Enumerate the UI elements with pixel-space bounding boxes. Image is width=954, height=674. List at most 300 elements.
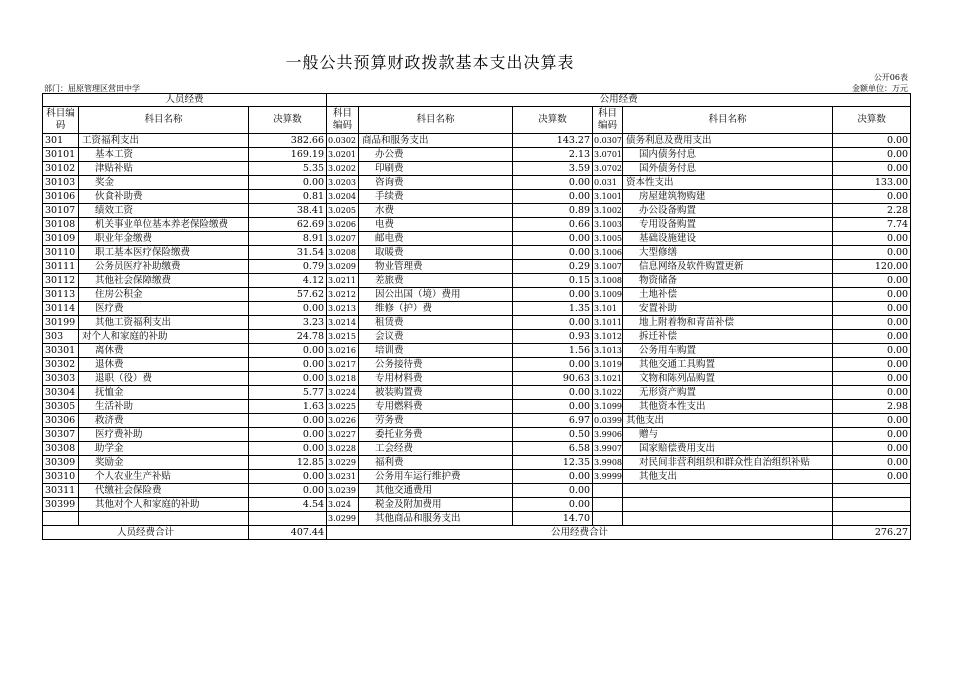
personnel-code: 30304 xyxy=(43,386,79,400)
personnel-name xyxy=(79,512,249,526)
personnel-amount: 0.00 xyxy=(249,484,327,498)
public-amount: 0.00 xyxy=(833,456,911,470)
public-code: 3.0215 xyxy=(327,330,359,344)
personnel-name: 职业年金缴费 xyxy=(79,232,249,246)
public-amount: 0.00 xyxy=(833,414,911,428)
public-amount: 0.50 xyxy=(513,428,593,442)
public-amount: 0.00 xyxy=(833,190,911,204)
public-code: 3.0702 xyxy=(593,162,623,176)
personnel-amount: 1.63 xyxy=(249,400,327,414)
public-amount: 0.89 xyxy=(513,204,593,218)
public-name: 土地补偿 xyxy=(623,288,833,302)
public-amount: 0.00 xyxy=(513,232,593,246)
public-code: 3.0206 xyxy=(327,218,359,232)
personnel-name: 住房公积金 xyxy=(79,288,249,302)
public-name: 邮电费 xyxy=(359,232,513,246)
public-name: 取暖费 xyxy=(359,246,513,260)
public-code: 3.0227 xyxy=(327,428,359,442)
table-row xyxy=(43,400,911,414)
public-amount: 2.13 xyxy=(513,148,593,162)
public-name: 租赁费 xyxy=(359,316,513,330)
public-amount xyxy=(833,512,911,526)
personnel-amount xyxy=(249,512,327,526)
name-header: 科目名称 xyxy=(79,107,249,134)
table-row xyxy=(43,386,911,400)
personnel-amount: 12.85 xyxy=(249,456,327,470)
public-code: 3.0231 xyxy=(327,470,359,484)
public-name xyxy=(623,498,833,512)
public-code: 3.0218 xyxy=(327,372,359,386)
public-code: 3.0204 xyxy=(327,190,359,204)
personnel-amount: 0.00 xyxy=(249,414,327,428)
public-name: 对民间非营利组织和群众性自治组织补贴 xyxy=(623,456,833,470)
personnel-name: 工资福利支出 xyxy=(79,134,249,148)
public-code: 3.1003 xyxy=(593,218,623,232)
public-code: 3.0228 xyxy=(327,442,359,456)
public-code xyxy=(593,484,623,498)
personnel-code: 30113 xyxy=(43,288,79,302)
public-header: 公用经费 xyxy=(327,94,911,107)
public-code: 0.0399 xyxy=(593,414,623,428)
public-name: 培训费 xyxy=(359,344,513,358)
public-name: 手续费 xyxy=(359,190,513,204)
public-name: 被装购置费 xyxy=(359,386,513,400)
personnel-amount: 0.81 xyxy=(249,190,327,204)
personnel-name: 离休费 xyxy=(79,344,249,358)
personnel-name: 退职（役）费 xyxy=(79,372,249,386)
public-code: 3.1099 xyxy=(593,400,623,414)
public-amount: 143.27 xyxy=(513,134,593,148)
public-code: 0.0307 xyxy=(593,134,623,148)
public-name: 公务用车购置 xyxy=(623,344,833,358)
personnel-code: 30301 xyxy=(43,344,79,358)
public-total-label: 公用经费合计 xyxy=(327,526,833,540)
public-name: 赠与 xyxy=(623,428,833,442)
table-row xyxy=(43,260,911,274)
public-amount: 0.00 xyxy=(513,288,593,302)
personnel-name: 伙食补助费 xyxy=(79,190,249,204)
public-amount: 0.29 xyxy=(513,260,593,274)
code-header: 科目编码 xyxy=(327,107,359,134)
public-name: 咨询费 xyxy=(359,176,513,190)
public-code: 0.0302 xyxy=(327,134,359,148)
personnel-code: 30110 xyxy=(43,246,79,260)
public-amount: 0.00 xyxy=(513,246,593,260)
public-amount: 12.35 xyxy=(513,456,593,470)
public-name: 公务接待费 xyxy=(359,358,513,372)
personnel-code: 30306 xyxy=(43,414,79,428)
table-row xyxy=(43,428,911,442)
personnel-name: 抚恤金 xyxy=(79,386,249,400)
public-code: 3.1001 xyxy=(593,190,623,204)
table-row xyxy=(43,316,911,330)
public-name: 国家赔偿费用支出 xyxy=(623,442,833,456)
public-name: 因公出国（境）费用 xyxy=(359,288,513,302)
public-code: 3.1012 xyxy=(593,330,623,344)
public-amount: 0.00 xyxy=(833,344,911,358)
public-code: 3.1019 xyxy=(593,358,623,372)
public-name: 其他商品和服务支出 xyxy=(359,512,513,526)
public-amount: 0.00 xyxy=(513,316,593,330)
personnel-amount: 0.79 xyxy=(249,260,327,274)
personnel-name: 机关事业单位基本养老保险缴费 xyxy=(79,218,249,232)
public-name: 福利费 xyxy=(359,456,513,470)
public-name: 差旅费 xyxy=(359,274,513,288)
personnel-amount: 0.00 xyxy=(249,302,327,316)
public-name: 其他交通费用 xyxy=(359,484,513,498)
public-code: 3.1005 xyxy=(593,232,623,246)
table-row xyxy=(43,512,911,526)
table-row xyxy=(43,274,911,288)
public-name: 资本性支出 xyxy=(623,176,833,190)
public-amount: 2.28 xyxy=(833,204,911,218)
table-row xyxy=(43,134,911,148)
public-code: 3.1011 xyxy=(593,316,623,330)
personnel-code: 30399 xyxy=(43,498,79,512)
table-row xyxy=(43,302,911,316)
personnel-name: 医疗费 xyxy=(79,302,249,316)
public-amount: 0.00 xyxy=(833,372,911,386)
public-name: 电费 xyxy=(359,218,513,232)
personnel-code: 30199 xyxy=(43,316,79,330)
personnel-code: 30103 xyxy=(43,176,79,190)
public-code: 3.0212 xyxy=(327,288,359,302)
public-amount: 7.74 xyxy=(833,218,911,232)
personnel-code: 30108 xyxy=(43,218,79,232)
personnel-amount: 382.66 xyxy=(249,134,327,148)
public-name: 债务利息及费用支出 xyxy=(623,134,833,148)
public-name: 公务用车运行维护费 xyxy=(359,470,513,484)
public-code: 3.9906 xyxy=(593,428,623,442)
public-amount: 133.00 xyxy=(833,176,911,190)
public-name: 其他交通工具购置 xyxy=(623,358,833,372)
personnel-name: 对个人和家庭的补助 xyxy=(79,330,249,344)
public-code: 3.1002 xyxy=(593,204,623,218)
table-row xyxy=(43,498,911,512)
amount-header: 决算数 xyxy=(513,107,593,134)
personnel-code: 30310 xyxy=(43,470,79,484)
personnel-name: 生活补助 xyxy=(79,400,249,414)
personnel-amount: 0.00 xyxy=(249,470,327,484)
public-name: 专用设备购置 xyxy=(623,218,833,232)
public-name: 水费 xyxy=(359,204,513,218)
public-name: 其他支出 xyxy=(623,414,833,428)
public-amount: 0.00 xyxy=(833,428,911,442)
table-row xyxy=(43,148,911,162)
public-code: 3.024 xyxy=(327,498,359,512)
personnel-code xyxy=(43,512,79,526)
public-amount: 1.56 xyxy=(513,344,593,358)
personnel-amount: 0.00 xyxy=(249,176,327,190)
public-amount xyxy=(833,484,911,498)
public-code: 3.9999 xyxy=(593,470,623,484)
totals-row xyxy=(43,526,911,540)
public-code: 3.0229 xyxy=(327,456,359,470)
public-name: 国内债务付息 xyxy=(623,148,833,162)
public-name: 商品和服务支出 xyxy=(359,134,513,148)
public-total-amount: 276.27 xyxy=(833,526,911,540)
public-code xyxy=(593,512,623,526)
personnel-code: 30111 xyxy=(43,260,79,274)
public-code: 3.0201 xyxy=(327,148,359,162)
public-amount: 0.00 xyxy=(833,232,911,246)
personnel-code: 301 xyxy=(43,134,79,148)
name-header: 科目名称 xyxy=(623,107,833,134)
public-name: 信息网络及软件购置更新 xyxy=(623,260,833,274)
code-header: 科目编码 xyxy=(43,107,79,134)
table-row xyxy=(43,232,911,246)
public-code: 3.0203 xyxy=(327,176,359,190)
public-name: 印刷费 xyxy=(359,162,513,176)
personnel-name: 救济费 xyxy=(79,414,249,428)
public-name xyxy=(623,512,833,526)
amount-header: 决算数 xyxy=(249,107,327,134)
public-amount: 0.00 xyxy=(833,148,911,162)
personnel-amount: 0.00 xyxy=(249,344,327,358)
public-code: 3.1021 xyxy=(593,372,623,386)
personnel-code: 30302 xyxy=(43,358,79,372)
personnel-amount: 31.54 xyxy=(249,246,327,260)
personnel-code: 30311 xyxy=(43,484,79,498)
personnel-name: 代缴社会保险费 xyxy=(79,484,249,498)
personnel-amount: 3.23 xyxy=(249,316,327,330)
personnel-amount: 4.54 xyxy=(249,498,327,512)
table-row xyxy=(43,484,911,498)
public-name: 大型修缮 xyxy=(623,246,833,260)
public-amount: 0.00 xyxy=(833,386,911,400)
public-name: 工会经费 xyxy=(359,442,513,456)
public-name: 国外债务付息 xyxy=(623,162,833,176)
public-amount: 0.93 xyxy=(513,330,593,344)
public-amount: 0.66 xyxy=(513,218,593,232)
public-code: 3.1009 xyxy=(593,288,623,302)
public-amount: 6.97 xyxy=(513,414,593,428)
public-code: 3.1008 xyxy=(593,274,623,288)
table-row xyxy=(43,288,911,302)
public-name: 办公设备购置 xyxy=(623,204,833,218)
public-name: 物资储备 xyxy=(623,274,833,288)
public-name: 安置补助 xyxy=(623,302,833,316)
table-row xyxy=(43,162,911,176)
public-amount: 0.00 xyxy=(833,288,911,302)
public-amount: 0.00 xyxy=(833,302,911,316)
public-code: 3.0205 xyxy=(327,204,359,218)
public-code: 0.031 xyxy=(593,176,623,190)
personnel-name: 绩效工资 xyxy=(79,204,249,218)
public-code: 3.0226 xyxy=(327,414,359,428)
public-name: 基础设施建设 xyxy=(623,232,833,246)
public-code: 3.9908 xyxy=(593,456,623,470)
table-row xyxy=(43,344,911,358)
public-code: 3.1022 xyxy=(593,386,623,400)
personnel-code: 30308 xyxy=(43,442,79,456)
public-name: 其他支出 xyxy=(623,470,833,484)
personnel-amount: 24.78 xyxy=(249,330,327,344)
public-code: 3.0208 xyxy=(327,246,359,260)
table-row xyxy=(43,176,911,190)
personnel-code: 30309 xyxy=(43,456,79,470)
personnel-name: 退休费 xyxy=(79,358,249,372)
public-code: 3.9907 xyxy=(593,442,623,456)
code-header: 科目编码 xyxy=(593,107,623,134)
public-name: 地上附着物和青苗补偿 xyxy=(623,316,833,330)
personnel-amount: 8.91 xyxy=(249,232,327,246)
public-amount: 0.00 xyxy=(833,470,911,484)
personnel-code: 30307 xyxy=(43,428,79,442)
public-amount: 0.00 xyxy=(833,134,911,148)
public-amount xyxy=(833,498,911,512)
table-row xyxy=(43,330,911,344)
public-amount: 0.00 xyxy=(833,246,911,260)
public-amount: 14.70 xyxy=(513,512,593,526)
public-code: 3.0216 xyxy=(327,344,359,358)
table-row xyxy=(43,442,911,456)
public-code: 3.0211 xyxy=(327,274,359,288)
public-amount: 0.00 xyxy=(833,316,911,330)
personnel-code: 30112 xyxy=(43,274,79,288)
table-row xyxy=(43,456,911,470)
personnel-code: 30114 xyxy=(43,302,79,316)
personnel-name: 助学金 xyxy=(79,442,249,456)
personnel-code: 30101 xyxy=(43,148,79,162)
personnel-name: 其他对个人和家庭的补助 xyxy=(79,498,249,512)
public-amount: 3.59 xyxy=(513,162,593,176)
personnel-code: 303 xyxy=(43,330,79,344)
public-amount: 0.00 xyxy=(513,470,593,484)
personnel-code: 30305 xyxy=(43,400,79,414)
personnel-name: 基本工资 xyxy=(79,148,249,162)
personnel-amount: 0.00 xyxy=(249,358,327,372)
public-amount: 0.00 xyxy=(513,498,593,512)
public-code: 3.0224 xyxy=(327,386,359,400)
public-code: 3.101 xyxy=(593,302,623,316)
personnel-name: 职工基本医疗保险缴费 xyxy=(79,246,249,260)
public-amount: 0.00 xyxy=(513,484,593,498)
table-row xyxy=(43,246,911,260)
personnel-amount: 38.41 xyxy=(249,204,327,218)
personnel-name: 公务员医疗补助缴费 xyxy=(79,260,249,274)
public-name: 其他资本性支出 xyxy=(623,400,833,414)
personnel-name: 个人农业生产补贴 xyxy=(79,470,249,484)
public-code: 3.1013 xyxy=(593,344,623,358)
personnel-amount: 57.62 xyxy=(249,288,327,302)
public-amount: 90.63 xyxy=(513,372,593,386)
public-code: 3.0225 xyxy=(327,400,359,414)
public-name: 会议费 xyxy=(359,330,513,344)
personnel-name: 津贴补贴 xyxy=(79,162,249,176)
personnel-code: 30109 xyxy=(43,232,79,246)
public-amount: 0.00 xyxy=(833,330,911,344)
public-name: 专用燃料费 xyxy=(359,400,513,414)
table-row xyxy=(43,372,911,386)
public-name: 税金及附加费用 xyxy=(359,498,513,512)
personnel-name: 其他社会保障缴费 xyxy=(79,274,249,288)
public-code: 3.0213 xyxy=(327,302,359,316)
table-row xyxy=(43,190,911,204)
department-label: 部门：屈原管理区营田中学 xyxy=(44,84,140,93)
public-name xyxy=(623,484,833,498)
public-code: 3.0701 xyxy=(593,148,623,162)
personnel-code: 30303 xyxy=(43,372,79,386)
public-code xyxy=(593,498,623,512)
public-amount: 0.00 xyxy=(513,176,593,190)
personnel-code: 30106 xyxy=(43,190,79,204)
public-code: 3.1006 xyxy=(593,246,623,260)
public-code: 3.0239 xyxy=(327,484,359,498)
public-name: 拆迁补偿 xyxy=(623,330,833,344)
personnel-total-amount: 407.44 xyxy=(249,526,327,540)
public-amount: 0.00 xyxy=(513,358,593,372)
public-name: 劳务费 xyxy=(359,414,513,428)
personnel-amount: 4.12 xyxy=(249,274,327,288)
personnel-header: 人员经费 xyxy=(43,94,327,107)
public-amount: 0.15 xyxy=(513,274,593,288)
public-name: 房屋建筑物购建 xyxy=(623,190,833,204)
public-code: 3.1007 xyxy=(593,260,623,274)
public-amount: 0.00 xyxy=(513,386,593,400)
personnel-amount: 0.00 xyxy=(249,428,327,442)
public-amount: 0.00 xyxy=(833,442,911,456)
public-amount: 0.00 xyxy=(513,400,593,414)
personnel-name: 其他工资福利支出 xyxy=(79,316,249,330)
personnel-name: 奖励金 xyxy=(79,456,249,470)
form-number: 公开06表 xyxy=(873,73,908,82)
personnel-amount: 169.19 xyxy=(249,148,327,162)
personnel-amount: 62.69 xyxy=(249,218,327,232)
public-name: 物业管理费 xyxy=(359,260,513,274)
personnel-amount: 0.00 xyxy=(249,372,327,386)
public-code: 3.0299 xyxy=(327,512,359,526)
public-name: 委托业务费 xyxy=(359,428,513,442)
public-name: 文物和陈列品购置 xyxy=(623,372,833,386)
expenditure-table xyxy=(42,93,911,540)
public-amount: 0.00 xyxy=(833,358,911,372)
public-name: 专用材料费 xyxy=(359,372,513,386)
public-name: 维修（护）费 xyxy=(359,302,513,316)
public-amount: 1.35 xyxy=(513,302,593,316)
table-row xyxy=(43,414,911,428)
public-code: 3.0214 xyxy=(327,316,359,330)
public-code: 3.0202 xyxy=(327,162,359,176)
public-amount: 6.58 xyxy=(513,442,593,456)
public-amount: 0.00 xyxy=(833,162,911,176)
public-code: 3.0217 xyxy=(327,358,359,372)
amount-header: 决算数 xyxy=(833,107,911,134)
unit-label: 金额单位：万元 xyxy=(852,84,908,93)
public-amount: 2.98 xyxy=(833,400,911,414)
personnel-total-label: 人员经费合计 xyxy=(43,526,249,540)
public-code: 3.0207 xyxy=(327,232,359,246)
table-row xyxy=(43,218,911,232)
personnel-code: 30102 xyxy=(43,162,79,176)
personnel-amount: 5.35 xyxy=(249,162,327,176)
table-row xyxy=(43,358,911,372)
name-header: 科目名称 xyxy=(359,107,513,134)
public-amount: 120.00 xyxy=(833,260,911,274)
personnel-name: 奖金 xyxy=(79,176,249,190)
personnel-name: 医疗费补助 xyxy=(79,428,249,442)
personnel-code: 30107 xyxy=(43,204,79,218)
table-row xyxy=(43,204,911,218)
public-code: 3.0209 xyxy=(327,260,359,274)
public-amount: 0.00 xyxy=(833,274,911,288)
public-name: 无形资产购置 xyxy=(623,386,833,400)
public-amount: 0.00 xyxy=(513,190,593,204)
page-title: 一般公共预算财政拨款基本支出决算表 xyxy=(285,53,575,72)
personnel-amount: 0.00 xyxy=(249,442,327,456)
public-name: 办公费 xyxy=(359,148,513,162)
table-row xyxy=(43,470,911,484)
